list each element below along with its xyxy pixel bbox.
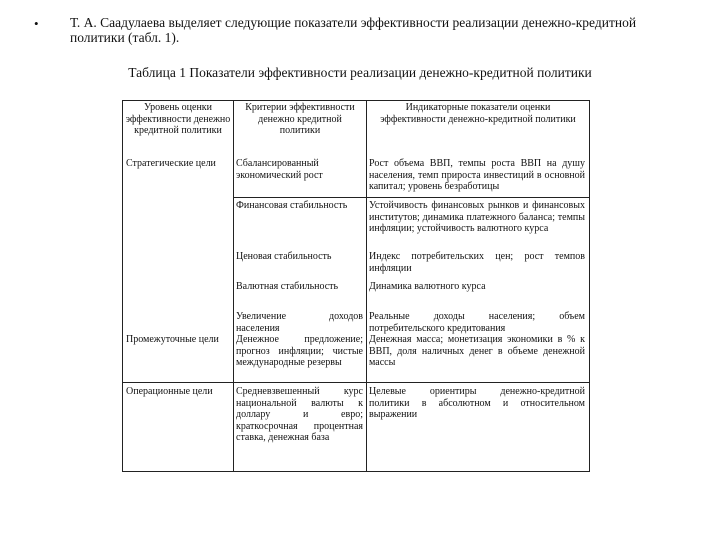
level-strategic: Стратегические цели (126, 158, 216, 169)
indicator: Реальные доходы населения; объем потребительского кредитования (369, 311, 585, 334)
row-divider (123, 382, 589, 383)
indicator: Динамика валютного курса (369, 281, 486, 292)
intro-text: Т. А. Саадулаева выделяет следующие показатели эффективности реализации денежно-кредитной политики (табл. 1). (70, 15, 637, 45)
header-indicators: Индикаторные показатели оценки эффективности денежно-кредитной политики (380, 102, 576, 125)
indicator: Целевые ориентиры денежно-кредитной политики в абсолютном и относительном выражении (369, 386, 585, 420)
criterion: Валютная стабильность (236, 281, 339, 292)
header-level: Уровень оценки эффективности денежно кредитной политики (125, 102, 231, 136)
column-divider (366, 101, 367, 471)
level-operational: Операционные цели (126, 386, 213, 397)
indicator: Индекс потребительских цен; рост темпов инфляции (369, 251, 585, 274)
level-intermediate: Промежуточные цели (126, 334, 219, 345)
indicator: Рост объема ВВП, темпы роста ВВП на душу населения, темп прироста инвестиций в основной капитал; уровень безработицы (369, 158, 585, 192)
criterion: Финансовая стабильность (236, 200, 348, 211)
criterion: Средневзвешенный курс национальной валюты к доллару и евро; краткосрочная процентная ставка, денежная база (236, 386, 363, 443)
table-caption: Таблица 1 Показатели эффективности реализации денежно-кредитной политики (128, 65, 592, 80)
criterion: Сбалансированный экономический рост (236, 158, 323, 181)
bullet: • (34, 16, 39, 31)
indicator: Устойчивость финансовых рынков и финансовых институтов; динамика платежного баланса; темпы инфляции; устойчивость валютного курса (369, 200, 585, 234)
indicator: Денежная масса; монетизация экономики в % к ВВП, доля наличных денег в объеме денежной массы (369, 334, 585, 368)
indicators-table (122, 100, 590, 472)
criterion: Ценовая стабильность (236, 251, 332, 262)
criterion: Увеличение доходов населения (236, 311, 363, 334)
column-divider (233, 101, 234, 471)
header-criteria: Критерии эффективности денежно кредитной политики (245, 102, 355, 136)
criterion: Денежное предложение; прогноз инфляции; чистые международные резервы (236, 334, 363, 368)
row-divider (233, 197, 589, 198)
